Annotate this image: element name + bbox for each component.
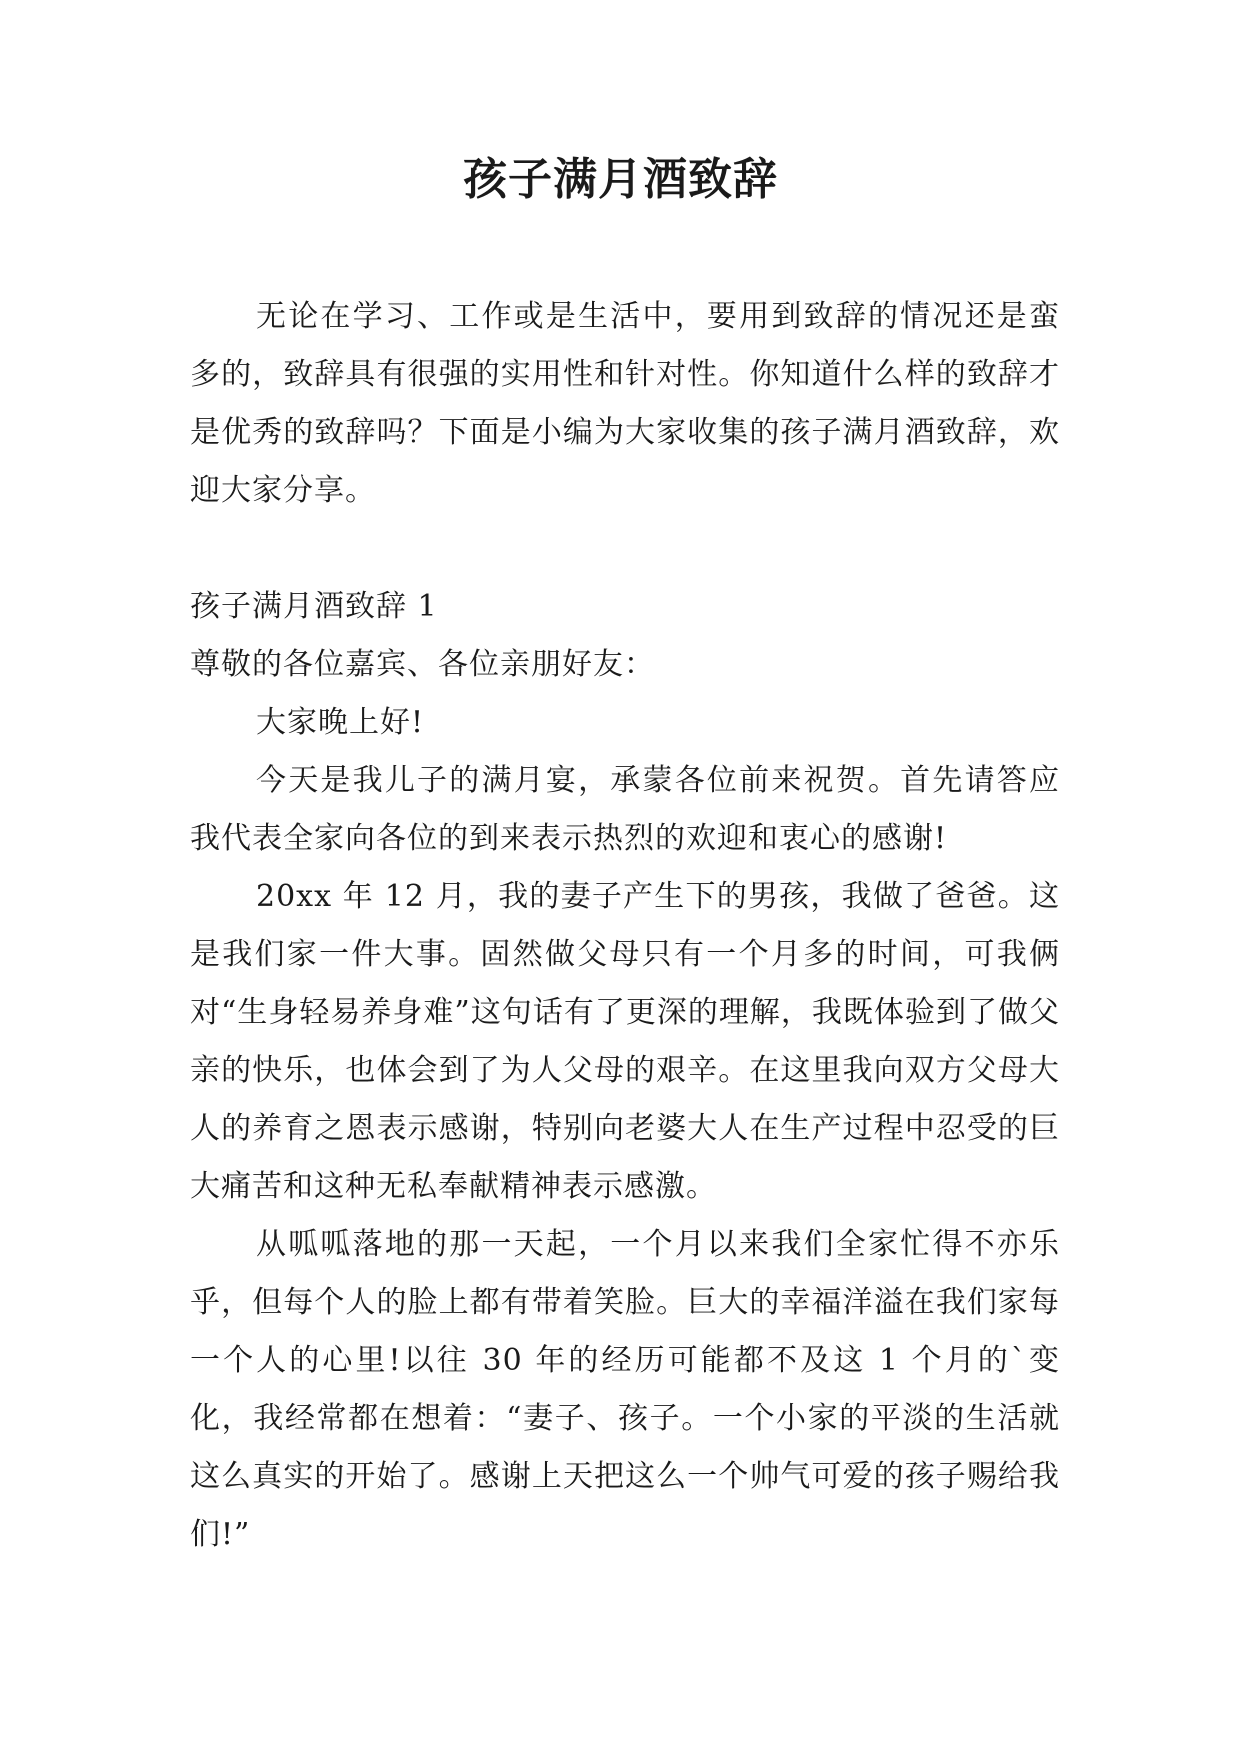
document-body: [190, 288, 1060, 1564]
salutation: 尊敬的各位嘉宾、各位亲朋好友：: [190, 647, 655, 682]
greeting: 大家晚上好!: [256, 705, 425, 740]
document-title: 孩子满月酒致辞: [463, 154, 778, 205]
body-paragraph: 今天是我儿子的满月宴，承蒙各位前来祝贺。首先请答应我代表全家向各位的到来表示热烈的欢迎和衷心的感谢!: [190, 763, 1060, 856]
intro-paragraph: 无论在学习、工作或是生活中，要用到致辞的情况还是蛮多的，致辞具有很强的实用性和针对性。你知道什么样的致辞才是优秀的致辞吗？下面是小编为大家收集的孩子满月酒致辞，欢迎大家分享。: [190, 299, 1060, 508]
body-paragraph: 20xx 年 12 月，我的妻子产生下的男孩，我做了爸爸。这是我们家一件大事。固然做父母只有一个月多的时间，可我俩对“生身轻易养身难”这句话有了更深的理解，我既体验到了做父亲的快乐，也体会到了为人父母的艰辛。在这里我向双方父母大人的养育之恩表示感谢，特别向老婆大人在生产过程中忍受的巨大痛苦和这种无私奉献精神表示感激。: [190, 879, 1060, 1204]
body-paragraph: 从呱呱落地的那一天起，一个月以来我们全家忙得不亦乐乎，但每个人的脸上都有带着笑脸。巨大的幸福洋溢在我们家每一个人的心里!以往 30 年的经历可能都不及这 1 个月的`变化，我经常都在想着：“妻子、孩子。一个小家的平淡的生活就这么真实的开始了。感谢上天把这么一个帅气可爱的孩子赐给我们!”: [190, 1227, 1060, 1552]
section-heading: 孩子满月酒致辞 1: [190, 589, 438, 624]
